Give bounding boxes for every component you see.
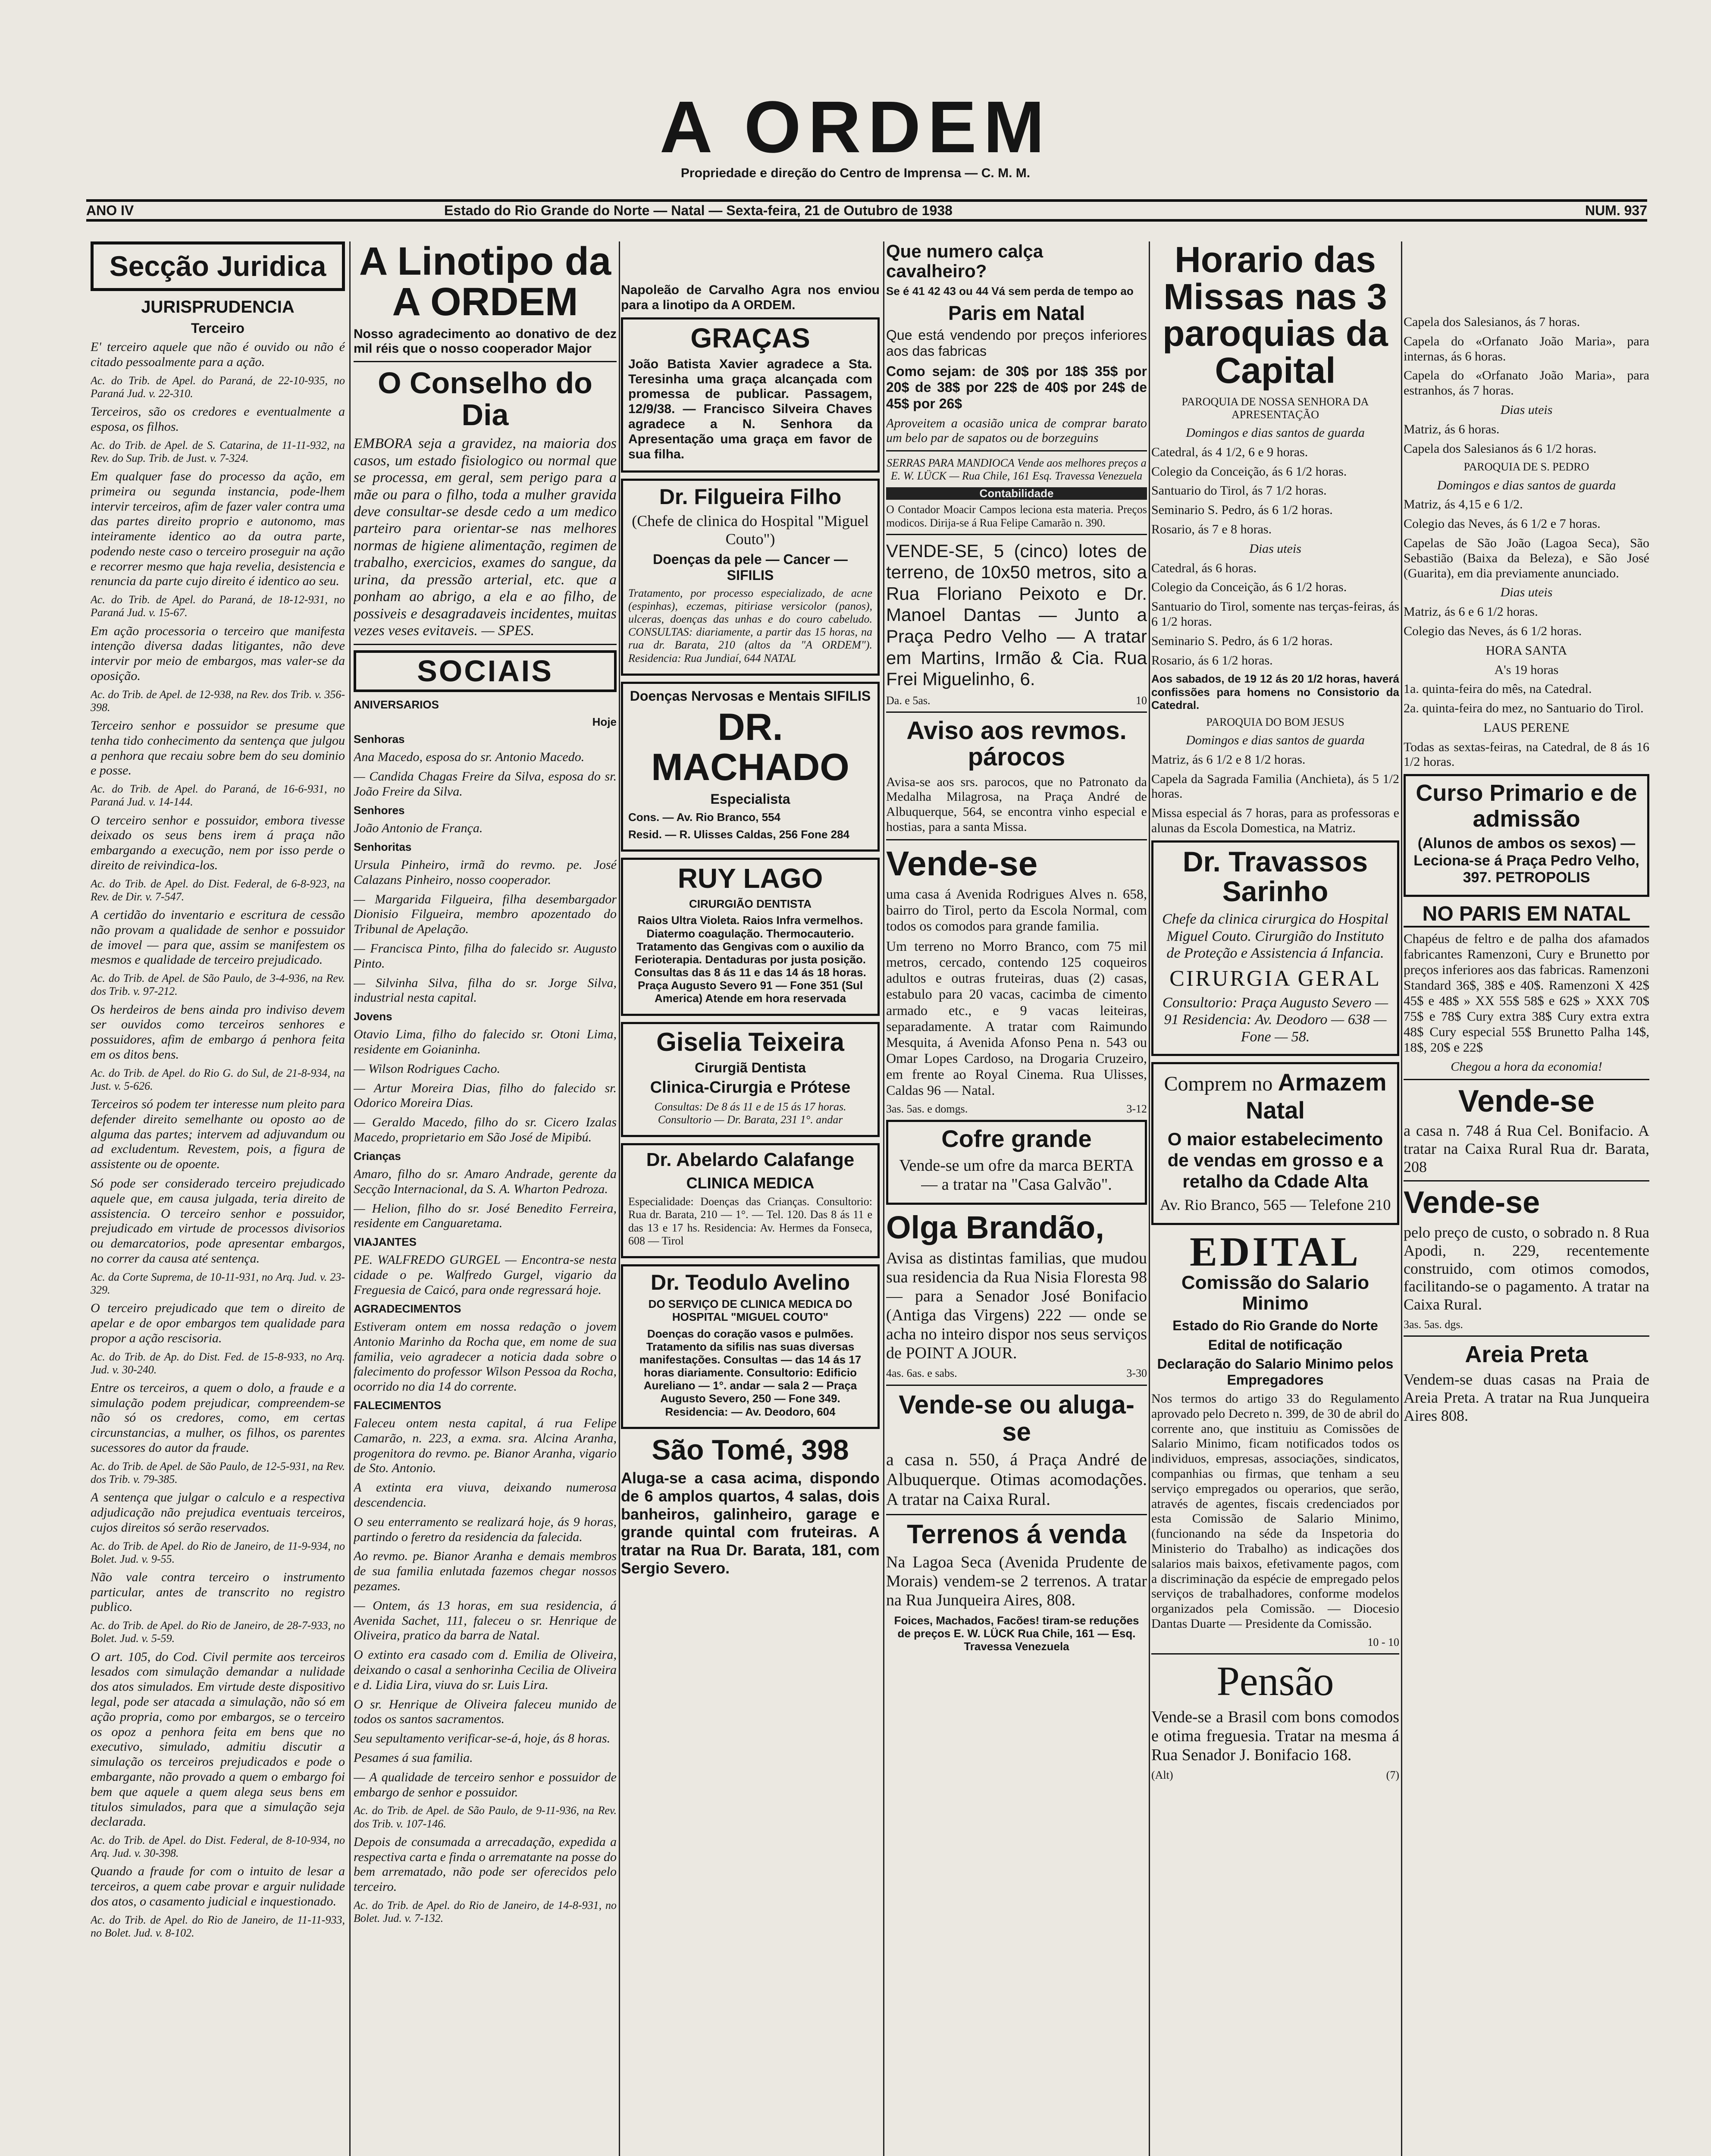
ad-number: 3-30 <box>1126 1367 1147 1380</box>
saotome-text: Aluga-se a casa acima, dispondo de 6 amplos quartos, 4 salas, dois banheiros, galinheiro, garage e grande quintal com fruteiras. A tratar na Rua Dr. Barata, 181, com Sergio Severo. <box>621 1469 880 1577</box>
anniv-entry: João Antonio de França. <box>354 821 483 836</box>
juridica-subtitle: JURISPRUDENCIA <box>141 298 295 317</box>
juridica-title: Secção Juridica <box>109 250 326 282</box>
falecimento-text: — A qualidade de terceiro senhor e possuidor de embargo de senhor e possuidor. <box>354 1770 617 1799</box>
missa-item: Capela da Sagrada Familia (Anchieta), ás 5 1/2 horas. <box>1151 771 1399 801</box>
armazem-line <box>1159 1069 1392 1125</box>
curso-head: Curso Primario e de admissão <box>1416 780 1637 832</box>
anniv-entry: Ana Macedo, esposa do sr. Antonio Macedo. <box>354 750 585 765</box>
ad-number: 10 <box>1136 694 1147 707</box>
sapatos-question: Se é 41 42 43 ou 44 Vá sem perda de tempo ao <box>886 285 1134 298</box>
edital-notif: Edital de notificação <box>1208 1337 1343 1353</box>
edital-text: Nos termos do artigo 33 do Regulamento aprovado pelo Decreto n. 399, de 30 de abril do corrente ano, que instituiu as Comissões de Salario Minimo, ficam notificados todos os individuos, empresas, associações, sindicatos, companhias ou firmas, que tenham a seu serviço empregados ou operarios, que serão, através de agentes, fiscais credenciados por esta Comissão de Salario Minimo, (funcionando na séde da Inspetoria do Ministerio do Trabalho) as indicações dos salarios mais baixos, efetivamente pagos, com a discriminação da espécie de empregado pelos serviços de trabalhadores, conforme modelos organizados pela Comissão. — Diocesio Dantas Duarte — Presidente da Comissão. <box>1151 1391 1399 1631</box>
divider <box>1404 1180 1649 1181</box>
column-linotipo <box>354 241 617 2156</box>
sapatos-text: Que está vendendo por preços inferiores aos das fabricas <box>886 327 1147 359</box>
paris-head: NO PARIS EM NATAL <box>1404 903 1649 928</box>
anniv-entry: — Helion, filho do sr. José Benedito Ferreira, residente em Canguaretama. <box>354 1201 617 1231</box>
cofre-text: Vende-se um ofre da marca BERTA — a tratar na "Casa Galvão". <box>899 1156 1134 1194</box>
travassos-name: Dr. Travassos Sarinho <box>1182 845 1368 908</box>
anniv-entry: Ursula Pinheiro, irmã do revmo. pe. José Calazans Pinheiro, nosso cooperador. <box>354 857 617 887</box>
giselia-spec: Clinica-Cirurgia e Prótese <box>650 1078 851 1097</box>
year-label: ANO IV <box>86 203 134 218</box>
anniv-entry: — Francisca Pinto, filha do falecido sr. Augusto Pinto. <box>354 941 617 971</box>
paragraph: Entre os terceiros, a quem o dolo, a fraude e a simulação podem prejudicar, compreendem-se não só os credores, como, em certas circunstancias, a mulher, os filhos, os parentes sucessores do autor da fraude. <box>91 1380 345 1455</box>
missa-item: Rosario, ás 6 1/2 horas. <box>1151 653 1273 667</box>
falecimento-text: Pesames á sua familia. <box>354 1751 473 1765</box>
edital-num: 10 - 10 <box>1367 1636 1399 1648</box>
vende-aluga-head: Vende-se ou aluga-se <box>899 1390 1134 1446</box>
filgueira-role: (Chefe de clinica do Hospital "Miguel Couto") <box>632 512 869 548</box>
juridica-title-box <box>91 241 345 291</box>
filgueira-spec: Doenças da pele — Cancer — SIFILIS <box>653 552 848 583</box>
divider <box>886 839 1147 840</box>
missa-item: Santuario do Tirol, somente nas terças-feiras, ás 6 1/2 horas. <box>1151 599 1399 629</box>
viajantes-head: VIAJANTES <box>354 1235 417 1249</box>
missa-item: Rosario, ás 7 e 8 horas. <box>1151 522 1272 536</box>
divider <box>886 711 1147 713</box>
anniv-group: Jovens <box>354 1010 392 1023</box>
cofre-ad <box>886 1120 1147 1205</box>
dias-uteis-label: Dias uteis <box>1500 585 1553 600</box>
masthead <box>0 0 1711 203</box>
calafange-text: Especialidade: Doenças das Crianças. Consultorio: Rua dr. Barata, 210 — 1°. — Tel. 120. Das 8 ás 11 e das 13 e 17 hs. Residencia: Av. Hermes da Fonseca, 608 — Tirol <box>628 1195 872 1247</box>
vende-lotes-foot <box>886 694 1147 707</box>
armazem-text: O maior estabelecimento de vendas em grosso e a retalho da Cdade Alta <box>1167 1129 1383 1191</box>
column-rule <box>1149 241 1150 2156</box>
divider <box>886 1514 1147 1515</box>
ad-number: 3-12 <box>1126 1103 1147 1116</box>
sapatos-slogan: Aproveitem a ocasião unica de comprar barato um belo par de sapatos ou de borzeguins <box>886 416 1147 445</box>
citation: Ac. do Trib. de Apel. do Paraná, de 18-12-931, no Paraná Jud. v. 15-67. <box>91 593 345 619</box>
missa-item: Capela do «Orfanato João Maria», para estranhos, ás 7 horas. <box>1404 368 1649 398</box>
paragraph: Não vale contra terceiro o instrumento particular, antes de transcrito no registro publico. <box>91 1570 345 1614</box>
citation: Ac. do Trib. de Apel. de São Paulo, de 12-5-931, na Rev. dos Trib. v. 79-385. <box>91 1460 345 1486</box>
hora-santa-head: HORA SANTA <box>1485 643 1567 658</box>
armazem-name: Armazem Natal <box>1246 1069 1387 1124</box>
areia-head: Areia Preta <box>1465 1341 1588 1367</box>
lago-text: Raios Ultra Violeta. Raios Infra vermelhos. Diatermo coagulação. Thermocauterio. Tratamento das Gengivas com o auxilio da Ferioterapia. Dentaduras por justa posição. Consultas das 8 ás 11 e das 14 ás 18 horas. Praça Augusto Severo 91 — Fone 351 (Sul America) Atende em hora reservada <box>634 914 866 1005</box>
citation: Ac. do Trib. de Apel. do Dist. Federal, de 8-10-934, no Arq. Jud. v. 30-398. <box>91 1834 345 1860</box>
conselho-title: O Conselho do Dia <box>378 366 592 432</box>
anniv-entry: — Silvinha Silva, filha do sr. Jorge Silva, industrial nesta capital. <box>354 975 617 1005</box>
machado-name: DR. MACHADO <box>651 705 849 788</box>
anniv-entry: — Geraldo Macedo, filho do sr. Cicero Izalas Macedo, proprietario em São José de Mipibú. <box>354 1115 617 1145</box>
falecimento-text: Depois de consumada a arrecadação, expedida a respectiva carta e finda o arrematante na posse do bem arrematado, não pode ser oferecidos pelo terceiro. <box>354 1834 617 1894</box>
falecimento-text: Seu sepultamento verificar-se-á, hoje, ás 8 horas. <box>354 1731 611 1746</box>
paragraph: Terceiro senhor e possuidor se presume que tenha tido conhecimento da sentença que julgou a penhora que recaiu sobre bem do seu dominio e posse. <box>91 718 345 778</box>
newspaper-owner: Propriedade e direção do Centro de Imprensa — C. M. M. <box>680 166 1031 180</box>
gracas-box <box>621 317 880 473</box>
missa-item: Matriz, ás 6 e 6 1/2 horas. <box>1404 605 1538 619</box>
missa-item: Catedral, ás 4 1/2, 6 e 9 horas. <box>1151 445 1308 459</box>
citation: Ac. do Trib. de Apel. de São Paulo, de 9-11-936, na Rev. dos Trib. v. 107-146. <box>354 1804 617 1830</box>
anniv-group: Senhores <box>354 803 405 817</box>
sapatos-prices: Como sejam: de 30$ por 18$ 35$ por 20$ de 38$ por 22$ de 40$ por 24$ de 45$ por 26$ <box>886 364 1147 411</box>
hoje-label: Hoje <box>592 715 617 729</box>
dias-uteis-label: Dias uteis <box>1249 541 1301 556</box>
travassos-role: Chefe da clinica cirurgica do Hospital Miguel Couto. Cirurgião do Instituto de Proteção e Assistencia á Infancia. <box>1162 911 1388 962</box>
citation: Ac. do Trib. de Apel. do Dist. Federal, de 6-8-923, na Rev. de Dir. v. 7-547. <box>91 877 345 903</box>
pensao-head: Pensão <box>1216 1658 1334 1704</box>
laus-text: Todas as sextas-feiras, na Catedral, de 8 ás 16 1/2 horas. <box>1404 740 1649 769</box>
paroquia-bom-jesus: PAROQUIA DO BOM JESUS <box>1206 715 1344 728</box>
column-rule <box>1401 241 1402 2156</box>
divider <box>1404 1335 1649 1337</box>
falecimentos-head: FALECIMENTOS <box>354 1398 442 1412</box>
machado-cons: Cons. — Av. Rio Branco, 554 <box>628 811 781 824</box>
lago-sub: CIRURGIÃO DENTISTA <box>689 897 812 910</box>
machado-res: Resid. — R. Ulisses Caldas, 256 Fone 284 <box>628 828 850 841</box>
domingos-label: Domingos e dias santos de guarda <box>1186 426 1365 440</box>
horario-headline: Horario das Missas nas 3 paroquias da Capital <box>1163 241 1388 391</box>
giselia-ad <box>621 1022 880 1138</box>
missa-item: Matriz, ás 6 1/2 e 8 1/2 horas. <box>1151 752 1306 767</box>
paragraph: A sentença que julgar o calculo e a respectiva adjudicação não prejudica eventuais terceiros, cujos direitos só serão reservados. <box>91 1490 345 1535</box>
edital-head: EDITAL <box>1190 1228 1361 1275</box>
filgueira-text: Tratamento, por processo especializado, de acne (espinhas), eczemas, pitiriase versicolor (panos), ulceras, doenças das unhas e do couro cabeludo. CONSULTAS: diariamente, a partir das 15 horas, na rua dr. Barata, 210 (altos da "A ORDEM"). Residencia: Rua Jundiaí, 644 NATAL <box>628 586 872 664</box>
anniv-entry: — Artur Moreira Dias, filho do falecido sr. Odorico Moreira Dias. <box>354 1081 617 1110</box>
column-anuncios <box>886 241 1147 2156</box>
anniv-group: Crianças <box>354 1149 401 1163</box>
days-label: Da. e 5as. <box>886 694 931 707</box>
travassos-spec: CIRURGIA GERAL <box>1169 966 1381 991</box>
days-label: 3as. 5as. e domgs. <box>886 1103 968 1116</box>
cofre-head: Cofre grande <box>941 1125 1092 1153</box>
column-juridica <box>91 241 345 2156</box>
giselia-sub: Cirurgiã Dentista <box>695 1059 806 1075</box>
falecimento-text: O extinto era casado com d. Emilia de Oliveira, deixando o casal a senhorinha Cecilia de Oliveira e d. Lidia Lira, viuva do sr. Luis Lira. <box>354 1648 617 1692</box>
column-capelas <box>1404 241 1649 2156</box>
paragraph: O terceiro senhor e possuidor, embora tivesse deixado os seus bens irem á praça não embargando a execução, nem por isso perde o direito de reivindica-los. <box>91 813 345 872</box>
missa-item: Colegio da Conceição, ás 6 1/2 horas. <box>1151 580 1347 595</box>
citation: Ac. do Trib. de Apel. do Rio G. do Sul, de 21-8-934, na Just. v. 5-626. <box>91 1066 345 1092</box>
gracas-title: GRAÇAS <box>690 322 810 354</box>
anniv-entry: — Candida Chagas Freire da Silva, esposa do sr. João Freire da Silva. <box>354 769 617 799</box>
anniv-entry: Otavio Lima, filho do falecido sr. Otoni Lima, residente em Goianinha. <box>354 1027 617 1057</box>
domingos-label: Domingos e dias santos de guarda <box>1186 733 1365 747</box>
citation: Ac. do Trib. de Apel. de São Paulo, de 3-4-936, na Rev. dos Trib. v. 97-212. <box>91 972 345 998</box>
citation: Ac. do Trib. de Apel. de 12-938, na Rev. dos Trib. v. 356-398. <box>91 688 345 714</box>
contabilidade-head: Contabilidade <box>886 487 1147 500</box>
divider <box>354 361 617 362</box>
foices-ad: Foices, Machados, Facões! tiram-se reduções de preços E. W. LÜCK Rua Chile, 161 — Esq. Travessa Venezuela <box>894 1614 1139 1653</box>
vende-casa-text: Um terreno no Morro Branco, com 75 mil metros, cercado, contendo 125 coqueiros adultos e outras fruteiras, duas (2) casas, estabulo para 20 vacas, cacimba de cimento armado etc., e 9 vacas leiteiras, separadamente. A tratar com Raimundo Mesquita, á Avenida Afonso Pena n. 543 ou Omar Lopes Cardoso, na Drogaria Cruzeiro, em frente ao Royal Cinema. Rua Ulisses, Caldas 96 — Natal. <box>886 938 1147 1098</box>
viajantes-text: PE. WALFREDO GURGEL — Encontra-se nesta cidade o pe. Walfredo Gurgel, vigario da Freguesia de Caicó, para onde regressará hoje. <box>354 1253 617 1297</box>
travassos-addr: Consultorio: Praça Augusto Severo — 91 Residencia: Av. Deodoro — 638 — Fone — 58. <box>1162 994 1388 1045</box>
anniv-entry: — Wilson Rodrigues Cacho. <box>354 1061 501 1076</box>
spacer <box>1404 241 1649 315</box>
linotipo-thanks: Nosso agradecimento ao donativo de dez mil réis que o nosso cooperador Major <box>354 326 617 356</box>
citation: Ac. do Trib. de Apel. do Paraná, de 16-6-931, no Paraná Jud. v. 14-144. <box>91 783 345 808</box>
aviso-text: Avisa-se aos srs. parocos, que no Patronato da Medalha Milagrosa, na Praça André de Albuquerque, 564, se encontra vinho especial e hostias, para a santa Missa. <box>886 774 1147 834</box>
olga-text: Avisa as distintas familias, que mudou sua residencia da Rua Nisia Floresta 98 — para a Senador José Bonifacio (Antiga das Virgens) 222 — onde se acha no inteiro dispor nos seus serviços de POINT A JOUR. <box>886 1249 1147 1363</box>
paragraph: Em ação processoria o terceiro que manifesta intenção diversa dadas litigantes, não deve intervir por meio de embargos, mas valer-se da oposição. <box>91 624 345 683</box>
missa-item: Matriz, ás 4,15 e 6 1/2. <box>1404 497 1523 512</box>
juridica-section: Terceiro <box>191 320 244 336</box>
divider <box>1151 1653 1399 1655</box>
citation: Ac. do Trib. de Apel. do Rio de Janeiro, de 11-11-933, no Bolet. Jud. v. 8-102. <box>91 1913 345 1939</box>
citation: Ac. do Trib. de Apel. do Rio de Janeiro, de 14-8-931, no Bolet. Jud. v. 7-132. <box>354 1899 617 1925</box>
calafange-ad <box>621 1143 880 1258</box>
vende-sobrado-head: Vende-se <box>1404 1185 1540 1220</box>
edital-decl: Declaração do Salario Minimo pelos Empregadores <box>1157 1356 1394 1388</box>
machado-spec: Doenças Nervosas e Mentais SIFILIS <box>630 688 871 704</box>
paragraph: Em qualquer fase do processo da ação, em primeira ou segunda instancia, pode-lhem intervir terceiros, afim de fazer valer contra uma das partes direito proprio e autonomo, mas inteiramente identico ao da outra parte, podendo neste caso o terceiro proseguir na ação e recorrer mesmo que haja revelia, desistencia e renuncia da parte cujo direito é identico ao seu. <box>91 469 345 589</box>
days-label: 4as. 6as. e sabs. <box>886 1367 957 1380</box>
giselia-text: Consultas: De 8 ás 11 e de 15 ás 17 horas. Consultorio — Dr. Barata, 231 1°. andar <box>654 1100 846 1126</box>
terrenos-head: Terrenos á venda <box>907 1519 1126 1549</box>
hora-santa-item: 1a. quinta-feira do mês, na Catedral. <box>1404 682 1592 696</box>
missa-item: Santuario do Tirol, ás 7 1/2 horas. <box>1151 483 1327 498</box>
filgueira-ad <box>621 479 880 675</box>
missa-item: Capela dos Salesianos ás 6 1/2 horas. <box>1404 441 1597 456</box>
vende-casa-foot <box>886 1103 1147 1116</box>
falecimento-text: O seu enterramento se realizará hoje, ás 9 horas, partindo o feretro da residencia da falecida. <box>354 1514 617 1544</box>
vende-casa-lead: uma casa á Avenida Rodrigues Alves n. 658, bairro do Tirol, perto da Escola Normal, com todos os comodos para grande familia. <box>886 886 1147 934</box>
missa-item: Colegio das Neves, ás 6 1/2 horas. <box>1404 624 1582 638</box>
paragraph: Quando a fraude for com o intuito de lesar a terceiros, a quem cabe provar e arguir nulidade dos atos, o casamento judicial e inquestionado. <box>91 1864 345 1909</box>
missa-item: Capelas de São João (Lagoa Seca), São Sebastião (Baixa da Beleza), e São José (Guarita), em dia previamente anunciado. <box>1404 536 1649 580</box>
dias-uteis-label: Dias uteis <box>1500 402 1553 417</box>
lago-ad <box>621 858 880 1015</box>
divider <box>886 450 1147 451</box>
citation: Ac. do Trib. de Apel. do Rio de Janeiro, de 11-9-934, no Bolet. Jud. v. 9-55. <box>91 1539 345 1565</box>
citation: Ac. do Trib. de Apel. de S. Catarina, de 11-11-932, na Rev. do Sup. Trib. de Just. v. 7-324. <box>91 439 345 464</box>
missa-item: Capela do «Orfanato João Maria», para internas, ás 6 horas. <box>1404 334 1649 364</box>
hora-santa-item: 2a. quinta-feira do mez, no Santuario do Tirol. <box>1404 701 1644 716</box>
aniversarios-head: ANIVERSARIOS <box>354 698 439 711</box>
gracas-text: João Batista Xavier agradece a Sta. Teresinha uma graça alcançada com promessa de publicar. Passagem, 12/9/38. — Francisco Silveira Chaves agradece a N. Senhora da Apresentação uma graça em favor de sua filha. <box>628 357 872 461</box>
linotipo-headline: A Linotipo da A ORDEM <box>359 241 611 324</box>
avelino-name: Dr. Teodulo Avelino <box>650 1270 850 1294</box>
missa-item: Colegio da Conceição, ás 6 1/2 horas. <box>1151 464 1347 479</box>
curso-text: (Alunos de ambos os sexos) — Leciona-se á Praça Pedro Velho, 397. PETROPOLIS <box>1413 835 1639 886</box>
citation: Ac. da Corte Suprema, de 10-11-931, no Arq. Jud. v. 23-329. <box>91 1270 345 1297</box>
olga-foot <box>886 1367 1147 1380</box>
divider <box>1404 1079 1649 1080</box>
missa-item: Catedral, ás 6 horas. <box>1151 561 1257 575</box>
vende-casa-head: Vende-se <box>886 844 1038 883</box>
paragraph: A certidão do inventario e escritura de cessão não provam a qualidade de senhor e possuidor de imovel — para que, assim se manifestem os mesmos e qualidade de terceiro prejudicado. <box>91 908 345 967</box>
areia-text: Vendem-se duas casas na Praia de Areia Preta. A tratar na Rua Junqueira Aires 808. <box>1404 1371 1649 1424</box>
falecimento-text: A extinta era viuva, deixando numerosa descendencia. <box>354 1480 617 1510</box>
paroquia-sao-pedro: PAROQUIA DE S. PEDRO <box>1463 461 1589 473</box>
olga-head: Olga Brandão, <box>886 1210 1104 1246</box>
column-rule <box>883 241 884 2156</box>
aviso-head: Aviso aos revmos. párocos <box>906 716 1127 771</box>
falecimento-text: Ao revmo. pe. Bianor Aranha e demais membros de sua familia enlutada fazemos chegar nossos pezames. <box>354 1549 617 1594</box>
travassos-ad <box>1151 840 1399 1056</box>
citation: Ac. do Trib. de Apel. do Paraná, de 22-10-935, no Paraná Jud. v. 22-310. <box>91 374 345 400</box>
divider <box>886 1385 1147 1386</box>
column-horario <box>1151 241 1399 2156</box>
curso-ad <box>1404 774 1649 897</box>
avelino-ad <box>621 1264 880 1429</box>
vende-aluga-text: a casa n. 550, á Praça André de Albuquerque. Otimas acomodações. A tratar na Caixa Rural. <box>886 1449 1147 1509</box>
sapatos-title: Que numero calça cavalheiro? <box>886 241 1044 282</box>
pensao-foot <box>1151 1769 1399 1782</box>
sociais-box <box>354 650 617 693</box>
divider <box>354 644 617 645</box>
column-medicos <box>621 241 880 2156</box>
paris-foot: Chegou a hora da economia! <box>1451 1059 1602 1074</box>
contabilidade-text: O Contador Moacir Campos leciona esta materia. Preços modicos. Dirija-se á Rua Felipe Camarão n. 390. <box>886 503 1147 529</box>
vende-cel-head: Vende-se <box>1458 1084 1595 1119</box>
paragraph: O art. 105, do Cod. Civil permite aos terceiros lesados com simulação demandar a nulidade dos atos simulados. Em virtude deste dispositivo legal, pode ser atacada a simulação, não só em ação propria, como por embargos, se o terceiro os opoz a penhora feita em bens que no executivo, simulado, admitiu discutir a simulação os terceiros prejudicados e pode o embargante, não provado a quem o embargo foi bem que aquele a quem alega seus bens em titulos simulados, para que a simulação seja declarada. <box>91 1649 345 1829</box>
citation: Ac. do Trib. de Ap. do Dist. Fed. de 15-8-933, no Arq. Jud. v. 30-240. <box>91 1350 345 1376</box>
anniv-entry: Amaro, filho do sr. Amaro Andrade, gerente da Secção Internacional, da S. A. Wharton Pedroza. <box>354 1167 617 1196</box>
falecimento-text: Faleceu ontem nesta capital, á rua Felipe Camarão, n. 223, a exma. sra. Alcina Aranha, progenitora do revmo. pe. Bianor Aranha, vigario de Sto. Antonio. <box>354 1416 617 1476</box>
pensao-text: Vende-se a Brasil com bons comodos e otima freguesia. Tratar na mesma á Rua Senador J. Bonifacio 168. <box>1151 1708 1399 1764</box>
hora-santa-time: A's 19 horas <box>1494 662 1559 677</box>
filgueira-name: Dr. Filgueira Filho <box>659 485 842 509</box>
linotipo-donor: Napoleão de Carvalho Agra nos enviou para a linotipo da A ORDEM. <box>621 283 880 312</box>
calafange-name: Dr. Abelardo Calafange <box>646 1149 855 1171</box>
saotome-head: São Tomé, 398 <box>652 1433 849 1466</box>
date-text: Estado do Rio Grande do Norte — Natal — Sexta-feira, 21 de Outubro de 1938 <box>444 203 953 218</box>
giselia-name: Giselia Teixeira <box>656 1027 844 1056</box>
column-rule <box>619 241 620 2156</box>
paragraph: O terceiro prejudicado que tem o direito de apelar e de opor embargos tem qualidade para propor a ação rescisoria. <box>91 1301 345 1345</box>
sapatos-shop: Paris em Natal <box>948 301 1085 324</box>
edital-sub: Comissão do Salario Minimo <box>1181 1272 1369 1314</box>
paragraph: Terceiros, são os credores e eventualmente a esposa, os filhos. <box>91 404 345 434</box>
paragraph: E' terceiro aquele que não é ouvido ou não é citado pessoalmente para a ação. <box>91 340 345 369</box>
vende-cel-text: a casa n. 748 á Rua Cel. Bonifacio. A tratar na Caixa Rural Rua dr. Barata, 208 <box>1404 1122 1649 1175</box>
armazem-ad <box>1151 1062 1399 1225</box>
anniv-group: Senhoritas <box>354 840 412 853</box>
machado-sub: Especialista <box>710 791 790 807</box>
divider <box>886 534 1147 535</box>
days-label: (Alt) <box>1151 1768 1173 1781</box>
paroquia-apresentacao: PAROQUIA DE NOSSA SENHORA DA APRESENTAÇÃO <box>1181 395 1369 421</box>
vende-sobrado-text: pelo preço de custo, o sobrado n. 8 Rua Apodi, n. 229, recentemente construido, com otimos comodos, facilitando-se o pagamento. A tratar na Caixa Rural. <box>1404 1224 1649 1313</box>
missa-item: Matriz, ás 6 horas. <box>1404 422 1500 436</box>
serras-ad: SERRAS PARA MANDIOCA Vende aos melhores preços a E. W. LÜCK — Rua Chile, 161 Esq. Travessa Venezuela <box>887 457 1147 483</box>
vende-lotes-text: VENDE-SE, 5 (cinco) lotes de terreno, de 10x50 metros, sito a Rua Floriano Peixoto e Dr. Manoel Dantas — Junto a Praça Pedro Velho — A tratar em Martins, Irmão & Cia. Rua Frei Miguelinho, 6. <box>886 540 1147 689</box>
agradecimentos-text: Estiveram ontem em nossa redação o jovem Antonio Marinho da Rocha que, em nome de sua familia, veio agradecer a noticia dada sobre o falecimento do professor Wilson Pessoa da Rocha, ocorrido no dia 14 do corrente. <box>354 1319 617 1394</box>
missa-item: Seminario S. Pedro, ás 6 1/2 horas. <box>1151 503 1333 517</box>
agradecimentos-head: AGRADECIMENTOS <box>354 1302 461 1315</box>
anniv-group: Senhoras <box>354 733 405 746</box>
terrenos-text: Na Lagoa Seca (Avenida Prudente de Morais) vendem-se 2 terrenos. A tratar na Rua Junqueira Aires, 808. <box>886 1553 1147 1609</box>
avelino-sub: DO SERVIÇO DE CLINICA MEDICA DO HOSPITAL "MIGUEL COUTO" <box>648 1297 852 1323</box>
dateline <box>86 199 1647 222</box>
paris-text: Chapéus de feltro e de palha dos afamados fabricantes Ramenzoni, Cury e Brunetto por preços inferiores aos das fabricas. Ramenzoni Standard 36$, 38$ e 40$. Ramenzoni X 42$ 45$ e 48$ » XX 55$ 58$ e 62$ » XXX 70$ 75$ e 78$ Cury extra 38$ Cury extra extra 48$ Cury especial 55$ Brunetto Palha 14$, 18$, 20$ e 22$ <box>1404 931 1649 1055</box>
armazem-lead: Comprem no <box>1164 1072 1273 1096</box>
conselho-text: EMBORA seja a gravidez, na maioria dos casos, um estado fisiologico ou normal que se processa, em geral, sem perigo para a mãe ou para o filho, toda a mulher gravida deve consultar-se desde cedo a um medico parteiro para orientar-se nas melhores normas de higiene alimentação, regimen de trabalho, exercicios, exames do sangue, da urina, da pressão arterial, etc. que a ponham ao abrigo, a ela e ao filho, de possiveis e desagradaveis incidentes, muitas vezes veses evitaveis. — SPES. <box>354 436 617 639</box>
falecimento-text: O sr. Henrique de Oliveira faleceu munido de todos os santos sacramentos. <box>354 1697 617 1727</box>
avelino-text: Doenças do coração vasos e pulmões. Tratamento da sifilis nas suas diversas manifestações. Consultas — das 14 ás 17 horas diariamente. Consultorio: Edificio Aureliano — 1°. andar — sala 2 — Praça Augusto Severo, 250 — Fone 349. Residencia: — Av. Deodoro, 604 <box>639 1327 862 1418</box>
missa-item: Colegio das Neves, ás 6 1/2 e 7 horas. <box>1404 517 1601 531</box>
anniv-entry: — Margarida Filgueira, filha desembargador Dionisio Filgueira, membro apozentado do Tribunal de Apelação. <box>354 892 617 937</box>
citation: Ac. do Trib. de Apel. do Rio de Janeiro, de 28-7-933, no Bolet. Jud. v. 5-59. <box>91 1619 345 1645</box>
missa-item: Capela dos Salesianos, ás 7 horas. <box>1404 315 1580 329</box>
paragraph: Terceiros só podem ter interesse num pleito para defender direito semelhante ou oposto ao de alguma das partes; intervem ad adjuvandum ou ad excludentum. Revestem, pois, a figura de assistente ou de opoente. <box>91 1097 345 1172</box>
sabados-text: Aos sabados, de 19 12 ás 20 1/2 horas, haverá confissões para homens no Consistorio da Catedral. <box>1151 672 1399 711</box>
edital-state: Estado do Rio Grande do Norte <box>1172 1317 1378 1333</box>
paragraph: Os herdeiros de bens ainda pro indiviso devem ser ouvidos como terceiros senhores e possuidores, afim de embargo á penhora feita em os ditos bens. <box>91 1002 345 1062</box>
paragraph: Só pode ser considerado terceiro prejudicado aquele que, em causa julgada, teria direito de assistencia. O terceiro senhor e possuidor, prejudicado em virtude de processos divisorios ou demarcatorios, pode apresentar embargos, no correr da causa até sentença. <box>91 1176 345 1266</box>
laus-head: LAUS PERENE <box>1483 720 1570 735</box>
sociais-title: SOCIAIS <box>417 654 553 688</box>
falecimento-text: — Ontem, ás 13 horas, em sua residencia, á Avenida Sachet, 111, faleceu o sr. Henrique de Oliveira, pratico da barra de Natal. <box>354 1598 617 1643</box>
domingos-label: Domingos e dias santos de guarda <box>1437 478 1616 492</box>
issue-number: NUM. 937 <box>1585 203 1647 218</box>
column-rule <box>349 241 351 2156</box>
armazem-addr: Av. Rio Branco, 565 — Telefone 210 <box>1159 1196 1391 1214</box>
ad-number: (7) <box>1386 1768 1399 1781</box>
lago-name: RUY LAGO <box>677 863 823 894</box>
machado-ad <box>621 682 880 852</box>
missa-item: Missa especial ás 7 horas, para as professoras e alunas da Escola Domestica, na Matriz. <box>1151 806 1399 835</box>
vende-sobrado-foot: 3as. 5as. dgs. <box>1404 1318 1463 1331</box>
calafange-sub: CLINICA MEDICA <box>686 1174 815 1192</box>
missa-item: Seminario S. Pedro, ás 6 1/2 horas. <box>1151 633 1333 648</box>
newspaper-title: A ORDEM <box>659 86 1052 168</box>
